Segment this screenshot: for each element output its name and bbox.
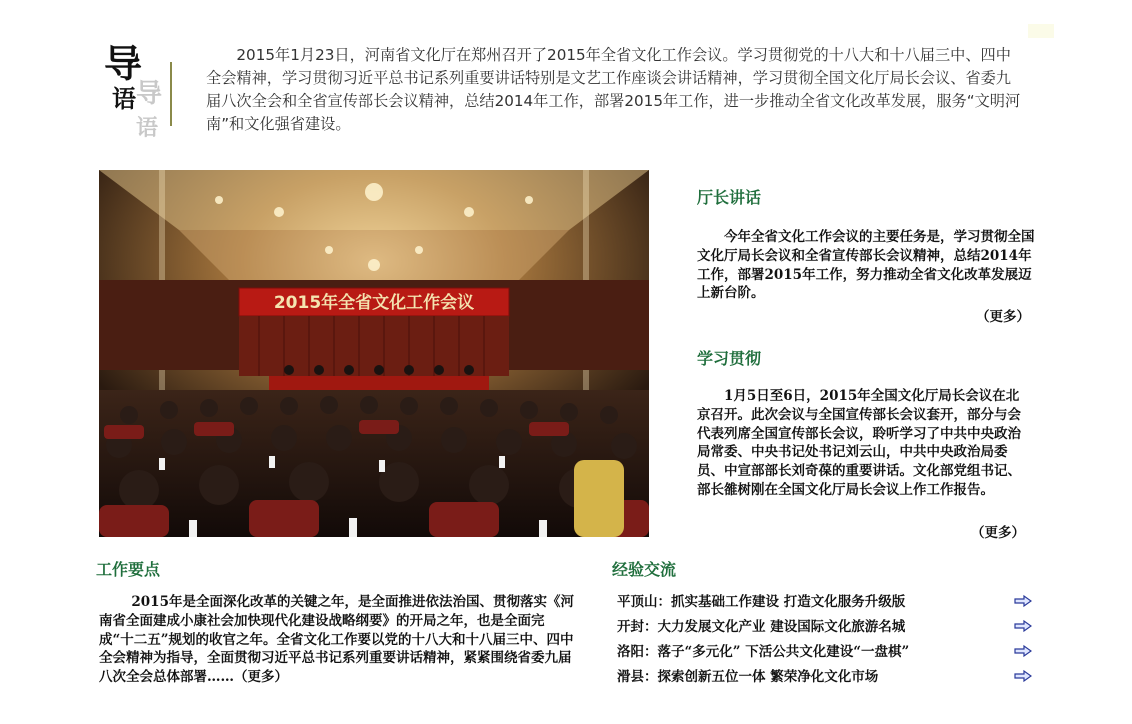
conference-hall-illustration xyxy=(99,170,649,537)
section-title-study[interactable]: 学习贯彻 xyxy=(697,349,762,368)
study-more-link[interactable]: （更多） xyxy=(971,525,1025,541)
experience-item-label[interactable]: 开封：大力发展文化产业 建设国际文化旅游名城 xyxy=(617,619,906,635)
intro-text: 2015年1月23日，河南省文化厅在郑州召开了2015年全省文化工作会议。学习贯彻党的十八大和十八届三中、四中全会精神，学习贯彻习近平总书记系列重要讲话特别是文艺工作座谈会讲话精神，学习贯彻全国文化厅局长会议、省委九届八次全会和全省宣传部长会议精神，总结2014年工作，部署2015年工作，进一步推动全省文化改革发展，服务“文明河南”和文化强省建设。 xyxy=(206,46,1021,133)
experience-item-pingdingshan[interactable] xyxy=(617,590,1037,615)
section-title-work-points[interactable]: 工作要点 xyxy=(96,560,161,579)
director-more-link[interactable]: （更多） xyxy=(976,309,1030,325)
experience-item-kaifeng[interactable] xyxy=(617,615,1037,640)
logo-ghost-char: 导 xyxy=(136,79,163,109)
work-points-body: 2015年是全面深化改革的关键之年，是全面推进依法治国、贯彻落实《河南省全面建成小康社会加快现代化建设战略纲要》的开局之年，也是全面完成“十二五”规划的收官之年。全省文化工作要以党的十八大和十八届三中、四中全会精神为指导，全面贯彻习近平总书记系列重要讲话精神，紧紧围绕省委九届八次全会总体部署…… xyxy=(99,594,574,686)
experience-list xyxy=(617,590,1037,690)
logo-ghost-char: 语 xyxy=(136,115,159,141)
experience-item-luoyang[interactable] xyxy=(617,640,1037,665)
logo-second-char: 语 xyxy=(112,84,136,113)
work-more-link[interactable]: （更多） xyxy=(234,669,288,686)
experience-item-huaxian[interactable] xyxy=(617,665,1037,690)
experience-item-label[interactable]: 洛阳：落子“多元化” 下活公共文化建设“一盘棋” xyxy=(617,644,910,660)
work-points-text xyxy=(99,593,574,687)
section-title-experience[interactable]: 经验交流 xyxy=(612,560,677,579)
intro-logo xyxy=(104,41,174,148)
logo-divider xyxy=(170,62,172,126)
hand-pointer-icon[interactable] xyxy=(1014,594,1032,608)
banner-text: 2015年全省文化工作会议 xyxy=(273,293,475,313)
experience-item-label[interactable]: 滑县：探索创新五位一体 繁荣净化文化市场 xyxy=(617,669,879,685)
director-speech-text: 今年全省文化工作会议的主要任务是，学习贯彻全国文化厅局长会议和全省宣传部长会议精神，总结2014年工作，部署2015年工作，努力推动全省文化改革发展迈上新台阶。 xyxy=(697,229,1035,302)
section-title-director-speech[interactable]: 厅长讲话 xyxy=(697,188,762,207)
logo-main-char: 导 xyxy=(104,41,143,86)
conference-photo[interactable] xyxy=(99,170,649,537)
hand-pointer-icon[interactable] xyxy=(1014,644,1032,658)
hand-pointer-icon[interactable] xyxy=(1014,669,1032,683)
study-text: 1月5日至6日，2015年全国文化厅局长会议在北京召开。此次会议与全国宣传部长会议套开，部分与会代表列席全国宣传部长会议，聆听学习了中共中央政治局常委、中央书记处书记刘云山，中共中央政治局委员、中宣部部长刘奇葆的重要讲话。文化部党组书记、部长雒树刚在全国文化厅局长会议上作工作报告。 xyxy=(697,388,1021,498)
top-decoration xyxy=(1028,24,1054,38)
hand-pointer-icon[interactable] xyxy=(1014,619,1032,633)
experience-item-label[interactable]: 平顶山：抓实基础工作建设 打造文化服务升级版 xyxy=(617,594,906,610)
